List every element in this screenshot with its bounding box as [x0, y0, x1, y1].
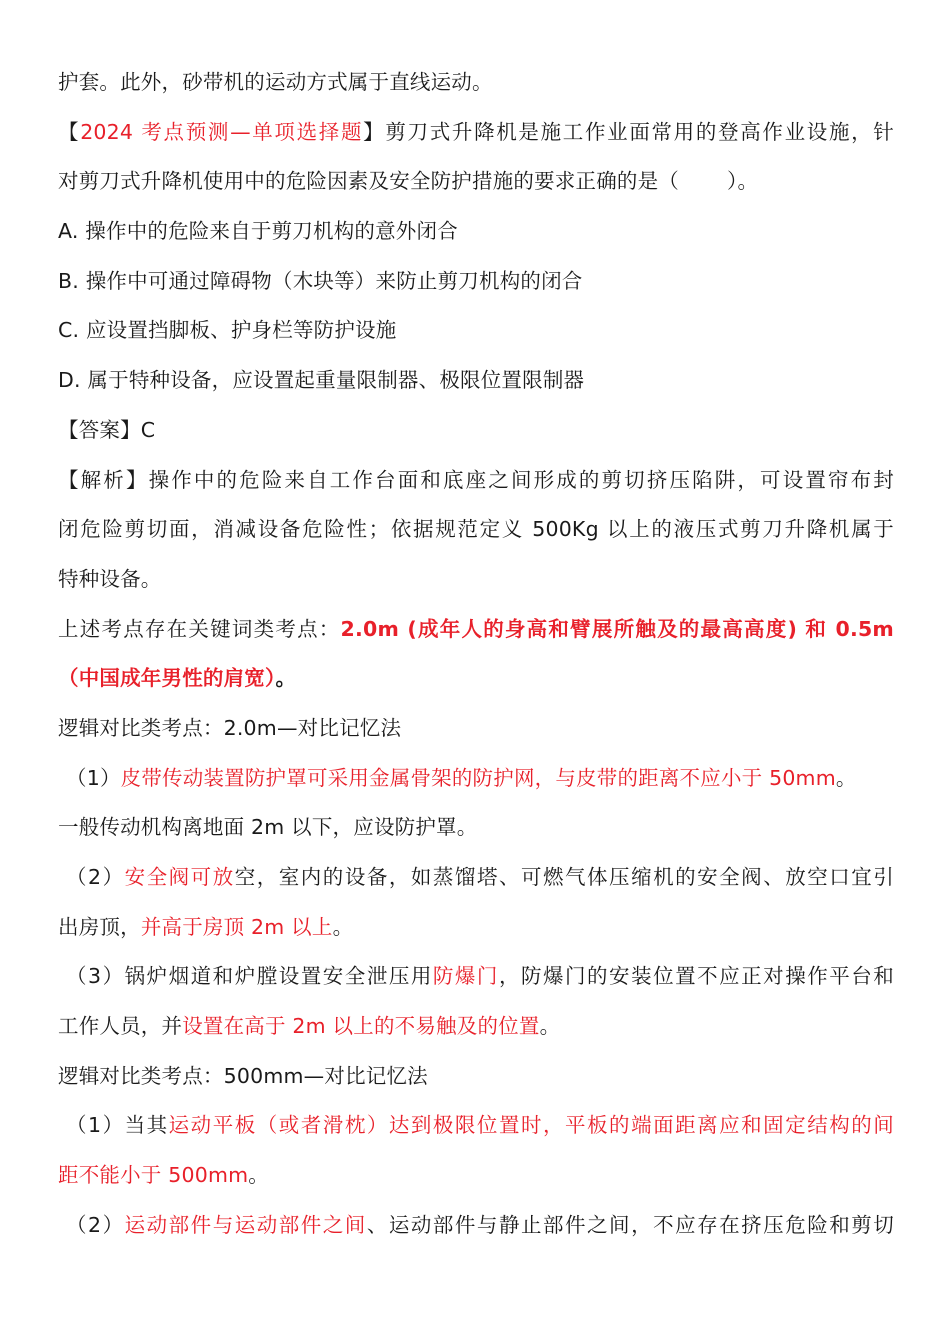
keyword-highlight: （中国成年男性的肩宽）: [58, 666, 276, 691]
option-c: [58, 306, 894, 356]
item-end: 。: [539, 1014, 561, 1039]
section-1-item-3: [58, 952, 894, 1002]
analysis-line-3: [58, 555, 894, 605]
item-text: 空，室内的设备，如蒸馏塔、可燃气体压缩机的安全阀、放空口宜引: [234, 865, 894, 889]
item-text: 锅炉烟道和炉膛设置安全泄压用: [124, 964, 433, 989]
paragraph-text: 护套。此外，砂带机的运动方式属于直线运动。: [58, 70, 493, 94]
item-number: （2）: [66, 1212, 125, 1237]
option-b-text: B. 操作中可通过障碍物（木块等）来防止剪刀机构的闭合: [58, 268, 583, 293]
analysis-text: 【解析】操作中的危险来自工作台面和底座之间形成的剪切挤压陷阱，可设置帘布封: [58, 467, 894, 492]
section-2-item-2: [58, 1201, 894, 1251]
keyword-end: 。: [275, 666, 297, 691]
section-1-item-3-cont: [58, 1002, 894, 1052]
item-highlight: 安全阀可放: [124, 865, 235, 889]
section-1-title: [58, 704, 894, 754]
section-1-item-1-cont: [58, 803, 894, 853]
option-d-text: D. 属于特种设备，应设置起重量限制器、极限位置限制器: [58, 368, 585, 393]
question-stem: 对剪刀式升降机使用中的危险因素及安全防护措施的要求正确的是（: [58, 169, 679, 194]
item-end: 。: [248, 1163, 269, 1188]
item-highlight: 距不能小于 500mm: [58, 1163, 249, 1188]
item-highlight: 设置在高于 2m 以上的不易触及的位置: [182, 1014, 540, 1039]
item-end: 。: [332, 914, 354, 939]
option-b: [58, 257, 894, 307]
analysis-text: 闭危险剪切面，消减设备危险性；依据规范定义 500Kg 以上的液压式剪刀升降机属于: [58, 517, 894, 542]
item-number: （2）: [66, 865, 125, 889]
section-1-item-1: [58, 754, 894, 804]
analysis-text: 特种设备。: [58, 566, 162, 591]
item-highlight: 防爆门: [432, 964, 499, 989]
section-1-item-2: [58, 853, 894, 903]
item-highlight: 运动部件与运动部件之间: [124, 1212, 367, 1237]
answer-text: 【答案】C: [58, 417, 156, 442]
section-title-text: 逻辑对比类考点：500mm—对比记忆法: [58, 1063, 428, 1088]
keyword-lead: 上述考点存在关键词类考点：: [58, 616, 341, 641]
item-highlight: 皮带传动装置防护罩可采用金属骨架的防护网，与皮带的距离不应小于 50mm: [120, 765, 836, 790]
option-a: [58, 207, 894, 257]
question-tag: 2024 考点预测—单项选择题: [80, 119, 364, 144]
item-highlight: 运动平板（或者滑枕）达到极限位置时，平板的端面距离应和固定结构的间: [168, 1113, 894, 1138]
document-page: [58, 58, 894, 1251]
item-text: 一般传动机构离地面 2m 以下，应设防护罩。: [58, 815, 478, 840]
bracket: 】: [363, 119, 386, 144]
item-number: （1）: [66, 1113, 125, 1138]
item-number: （1）: [66, 765, 121, 790]
item-number: （3）: [66, 964, 125, 989]
section-1-item-2-cont: [58, 903, 894, 953]
keyword-line-2: [58, 654, 894, 704]
keyword-line-1: [58, 605, 894, 655]
section-2-item-1-cont: [58, 1151, 894, 1201]
item-highlight: 并高于房顶 2m 以上: [140, 914, 333, 939]
item-text: 、运动部件与静止部件之间，不应存在挤压危险和剪切: [366, 1212, 894, 1237]
analysis-line-2: [58, 505, 894, 555]
bracket: 【: [58, 119, 81, 144]
option-d: [58, 356, 894, 406]
question-stem-line-2: [58, 157, 894, 207]
item-text: 出房顶，: [58, 914, 141, 939]
section-title-text: 逻辑对比类考点：2.0m—对比记忆法: [58, 715, 402, 740]
option-c-text: C. 应设置挡脚板、护身栏等防护设施: [58, 318, 397, 343]
item-text: 工作人员，并: [58, 1014, 183, 1039]
option-a-text: A. 操作中的危险来自于剪刀机构的意外闭合: [58, 219, 458, 244]
text-line: [58, 58, 894, 108]
item-text: 当其: [124, 1113, 169, 1138]
section-2-title: [58, 1052, 894, 1102]
item-end: 。: [835, 765, 857, 790]
question-stem-end: ）。: [727, 169, 759, 194]
section-2-item-1: [58, 1101, 894, 1151]
question-stem-line-1: [58, 108, 894, 158]
item-text: ，防爆门的安装位置不应正对操作平台和: [498, 964, 894, 989]
question-stem: 剪刀式升降机是施工作业面常用的登高作业设施，针: [385, 119, 895, 144]
analysis-line-1: [58, 456, 894, 506]
keyword-highlight: 2.0m (成年人的身高和臂展所触及的最高高度) 和 0.5m: [340, 616, 894, 641]
answer-line: [58, 406, 894, 456]
